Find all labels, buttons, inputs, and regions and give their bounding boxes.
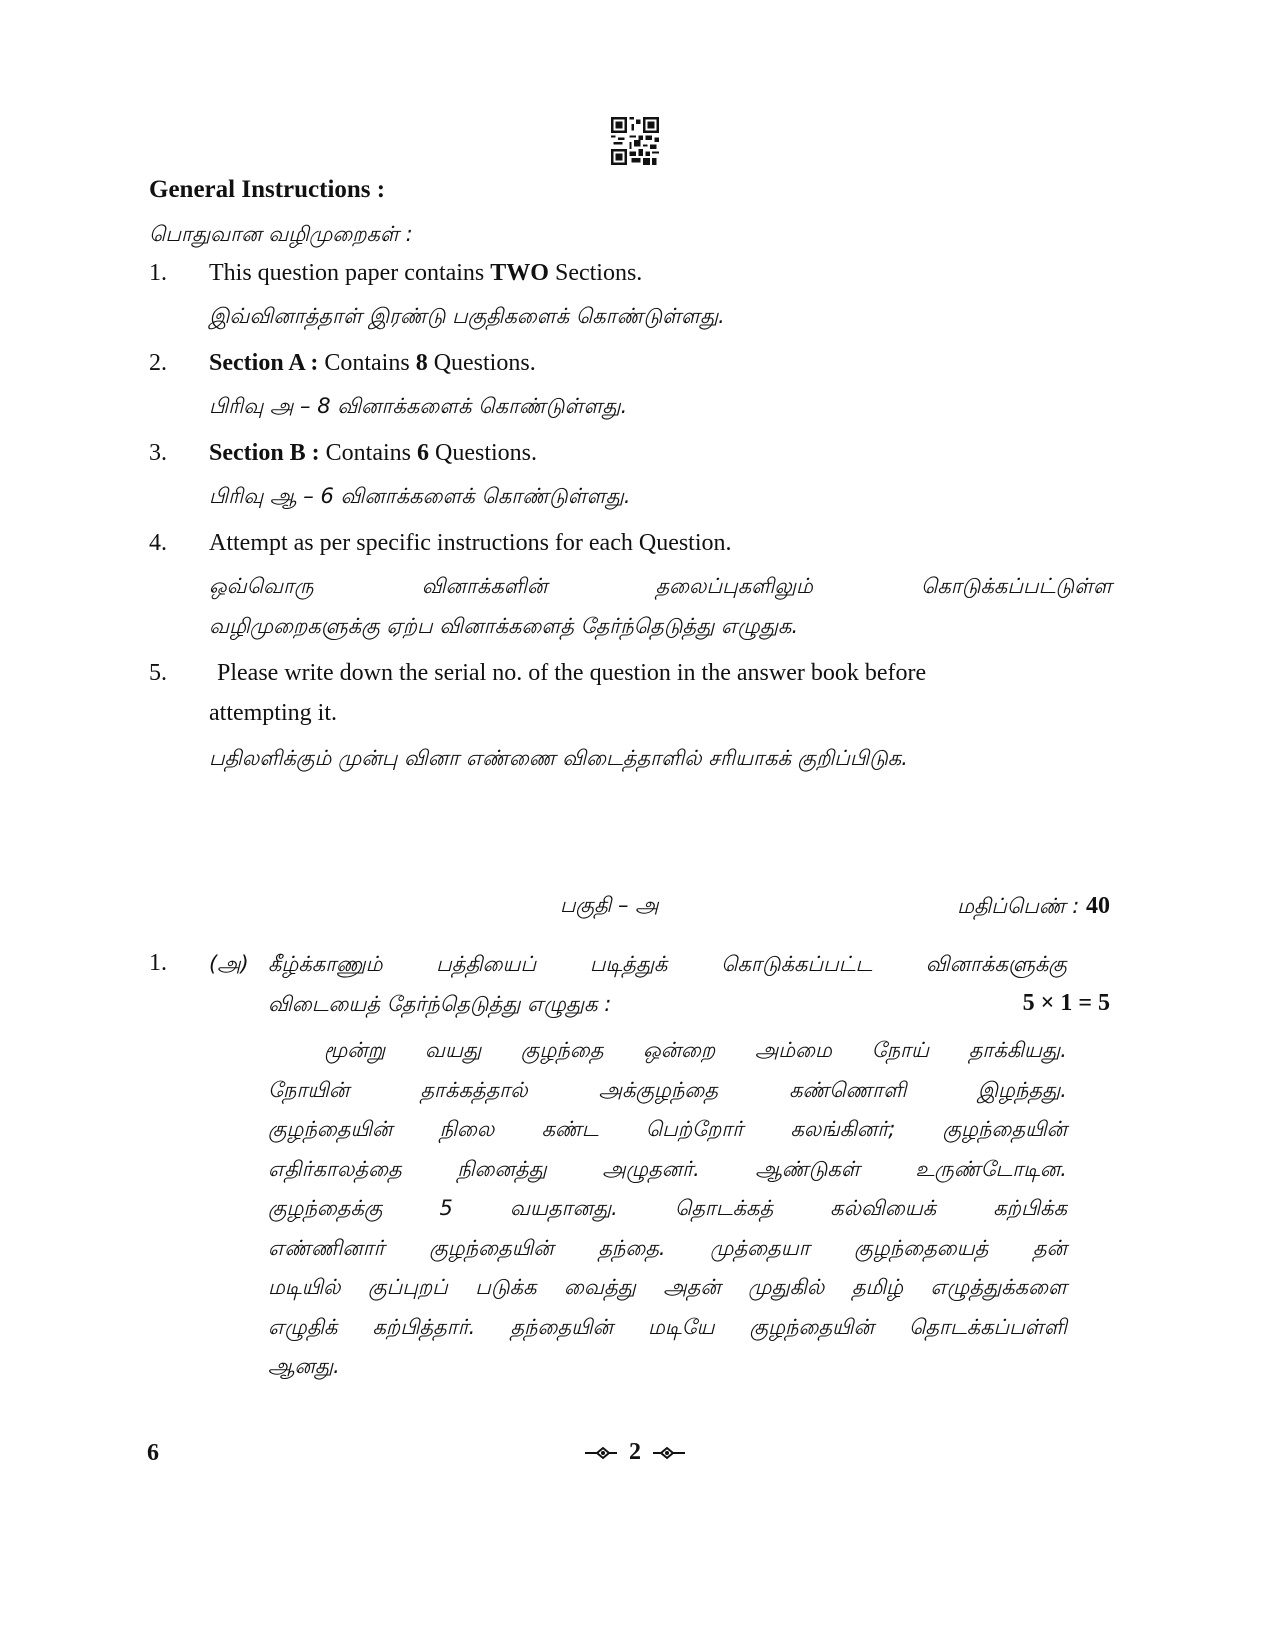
instruction-text-en: Section A : Contains 8 Questions. [209, 350, 536, 376]
reading-passage [268, 1038, 1067, 1394]
passage-word: ஆண்டுகள் [755, 1156, 860, 1181]
passage-word: கற்பித்தார். [372, 1314, 476, 1339]
passage-word: அம்மை [754, 1038, 832, 1062]
passage-word: கண்ணொளி [789, 1077, 907, 1102]
passage-word: அக்குழந்தை [598, 1077, 718, 1102]
passage-word: எண்ணினார் [268, 1235, 385, 1260]
qr-code-icon [611, 117, 659, 165]
passage-word: தமிழ் [851, 1275, 904, 1299]
question-text-line1: கீழ்க்காணும் பத்தியைப் படித்துக் கொடுக்கப்பட்ட வினாக்களுக்கு [268, 952, 1067, 976]
passage-word: கற்பிக்க [993, 1196, 1067, 1220]
passage-word: மடியே [648, 1314, 715, 1339]
section-title: பகுதி – அ [560, 893, 659, 917]
instruction-text-ta-line1: ஒவ்வொரு வினாக்களின் தலைப்புகளிலும் கொடுக்கப்பட்டுள்ள [209, 574, 1112, 598]
passage-word: பெற்றோர் [645, 1117, 744, 1141]
passage-word: குழந்தையைத் [854, 1235, 989, 1260]
instruction-text-en: Attempt as per specific instructions for each Question. [209, 530, 732, 556]
passage-word: நிலை [439, 1117, 495, 1141]
instruction-text-ta: பதிலளிக்கும் முன்பு வினா எண்ணை விடைத்தாளில் சரியாகக் குறிப்பிடுக. [209, 746, 908, 770]
passage-word: குழந்தை [520, 1038, 604, 1062]
question-number: 1. [149, 950, 167, 976]
passage-line [268, 1275, 1067, 1315]
passage-line [268, 1354, 1067, 1394]
instruction-number: 5. [149, 660, 167, 686]
instruction-text-ta: இவ்வினாத்தாள் இரண்டு பகுதிகளைக் கொண்டுள்ளது. [209, 304, 725, 328]
passage-word: மடியில் [268, 1275, 341, 1299]
passage-word: தந்தையின் [510, 1314, 613, 1339]
passage-word: நோயின் [268, 1077, 350, 1102]
passage-word: அழுதனர். [602, 1156, 700, 1181]
passage-word: கலங்கினர்; [790, 1117, 896, 1141]
passage-word: வைத்து [563, 1275, 636, 1299]
instruction-text-ta: பிரிவு ஆ – 6 வினாக்களைக் கொண்டுள்ளது. [209, 484, 631, 508]
passage-word: குழந்தையின் [749, 1314, 874, 1339]
instruction-text-en-line1: Please write down the serial no. of the question in the answer book before [217, 660, 927, 686]
passage-word: வயது [424, 1038, 482, 1062]
instruction-text-en-line2: attempting it. [209, 700, 337, 726]
question-sub-label: (அ) [209, 952, 249, 976]
passage-word: தந்தை. [598, 1235, 666, 1260]
passage-word: வயதானது. [509, 1196, 618, 1220]
section-marks: மதிப்பெண் : 40 [957, 893, 1110, 919]
passage-word: குப்புறப் [368, 1275, 448, 1299]
passage-word: தன் [1032, 1235, 1067, 1260]
instruction-number: 4. [149, 530, 167, 556]
passage-word: தாக்கியது. [968, 1038, 1067, 1062]
passage-word: மூன்று [324, 1038, 386, 1062]
passage-word: குழந்தையின் [429, 1235, 554, 1260]
ornament-right-icon [651, 1446, 687, 1460]
passage-word: குழந்தைக்கு [268, 1196, 383, 1220]
passage-word: நினைத்து [457, 1156, 547, 1181]
instruction-text-ta: பிரிவு அ – 8 வினாக்களைக் கொண்டுள்ளது. [209, 394, 628, 418]
instruction-text-ta-line2: வழிமுறைகளுக்கு ஏற்ப வினாக்களைத் தேர்ந்தெடுத்து எழுதுக. [209, 614, 799, 638]
passage-word: தொடக்கத் [674, 1196, 774, 1220]
paper-code: 6 [147, 1440, 159, 1466]
page-number: 2 [570, 1439, 700, 1466]
passage-word: முத்தையா [710, 1235, 810, 1260]
question-marks: 5 × 1 = 5 [1022, 990, 1110, 1016]
passage-line [268, 1157, 1067, 1197]
passage-word: ஆனது. [268, 1354, 340, 1378]
passage-word: முதுகில் [748, 1275, 825, 1299]
passage-line [268, 1236, 1067, 1276]
ornament-left-icon [583, 1446, 619, 1460]
instructions-heading: General Instructions : [149, 176, 386, 203]
passage-word: அதன் [663, 1275, 721, 1299]
passage-word: குழந்தையின் [268, 1117, 393, 1141]
instruction-number: 3. [149, 440, 167, 466]
passage-word: கண்ட [541, 1117, 599, 1141]
instruction-text-en: Section B : Contains 6 Questions. [209, 440, 538, 466]
passage-word: எழுத்துக்களை [930, 1275, 1067, 1299]
passage-word: கல்வியைக் [830, 1196, 937, 1220]
instruction-number: 2. [149, 350, 167, 376]
passage-line [268, 1078, 1067, 1118]
passage-word: எதிர்காலத்தை [268, 1156, 402, 1181]
passage-word: ஒன்றை [643, 1038, 716, 1062]
passage-word: தொடக்கப்பள்ளி [908, 1314, 1067, 1339]
passage-word: எழுதிக் [268, 1314, 338, 1339]
passage-word: இழந்தது. [977, 1077, 1067, 1102]
passage-word: குழந்தையின் [942, 1117, 1067, 1141]
instruction-text-en: This question paper contains TWO Sections. [209, 260, 643, 286]
passage-word: நோய் [871, 1038, 930, 1062]
instruction-number: 1. [149, 260, 167, 286]
passage-line [268, 1038, 1067, 1078]
passage-line [268, 1315, 1067, 1355]
question-text-line2: விடையைத் தேர்ந்தெடுத்து எழுதுக : [268, 992, 612, 1016]
passage-line [268, 1117, 1067, 1157]
passage-word: தாக்கத்தால் [420, 1077, 528, 1102]
instructions-heading-tamil: பொதுவான வழிமுறைகள் : [149, 222, 413, 246]
passage-word: 5 [439, 1196, 453, 1220]
passage-word: உருண்டோடின. [915, 1156, 1067, 1181]
passage-line [268, 1196, 1067, 1236]
passage-word: படுக்க [475, 1275, 537, 1299]
